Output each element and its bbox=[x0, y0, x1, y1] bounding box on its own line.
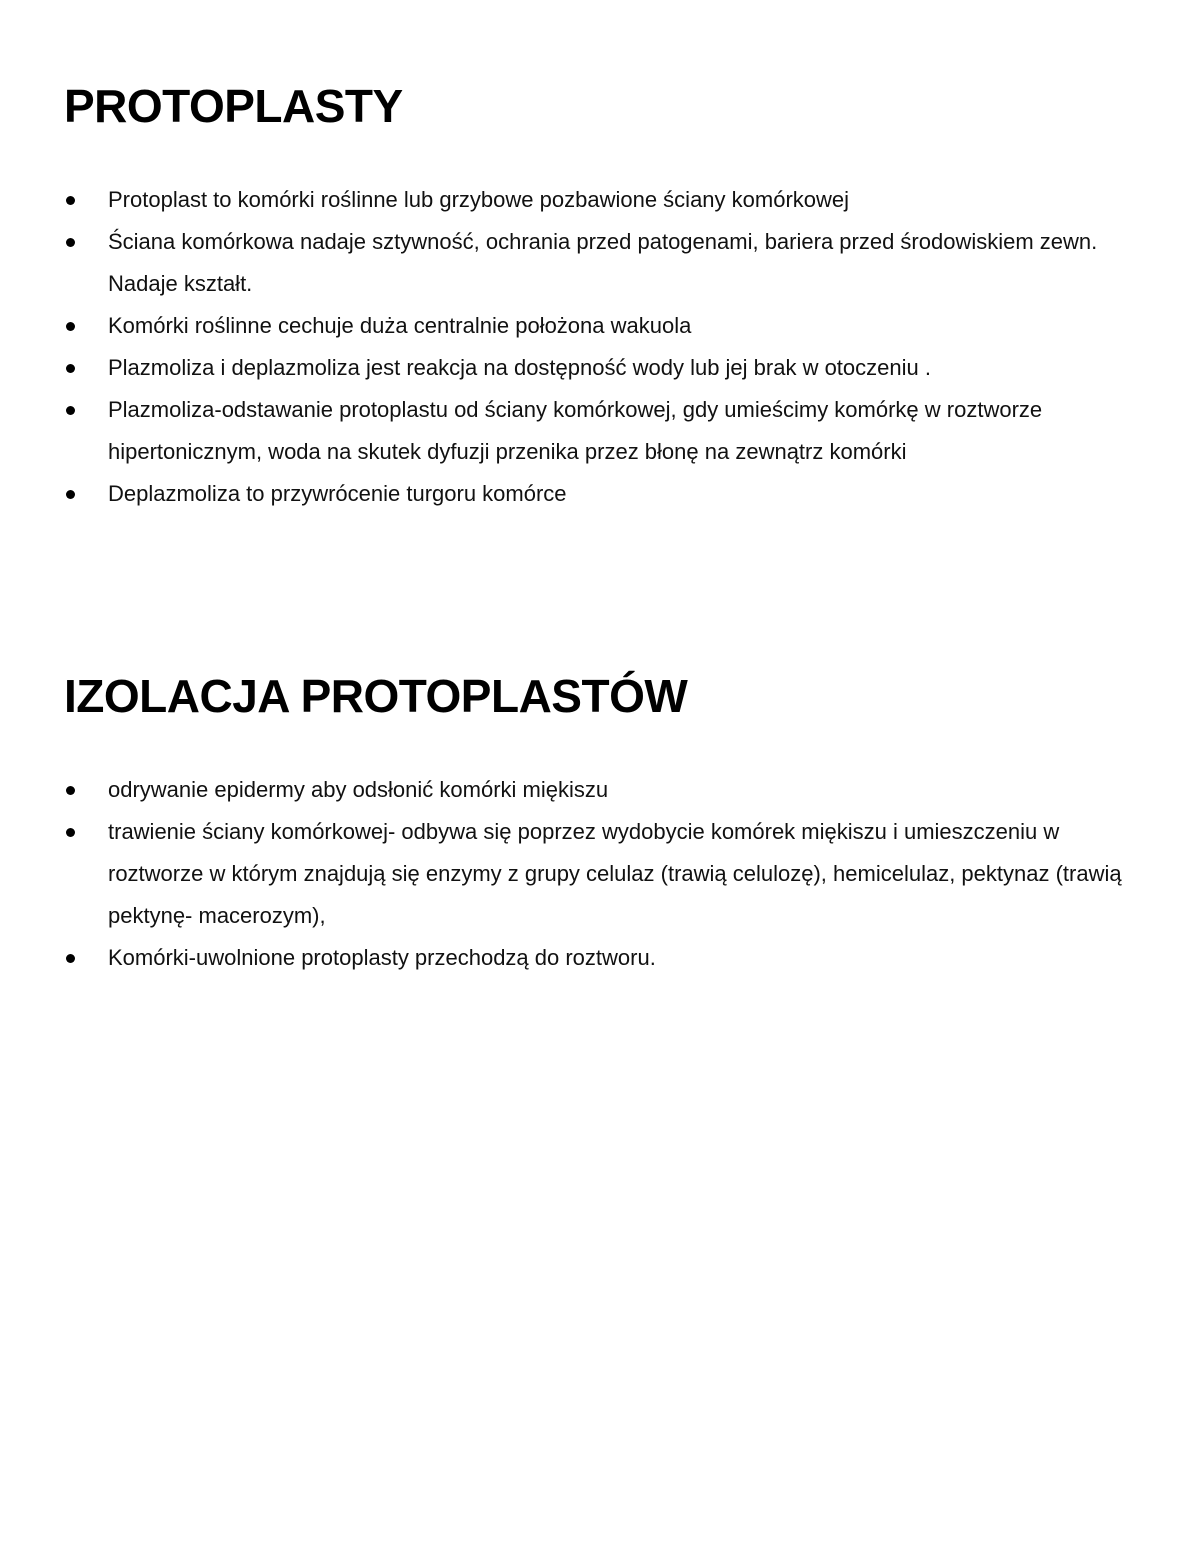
bullet-text: trawienie ściany komórkowej- odbywa się poprzez wydobycie komórek miękiszu i umieszczeniu w roztworze w którym znajdują się enzymy z grupy celulaz (trawią celulozę), hemicelulaz, pektynaz (trawią pektynę- macerozym), bbox=[108, 819, 1122, 928]
bullet-item bbox=[64, 221, 1144, 305]
bullet-text: Protoplast to komórki roślinne lub grzybowe pozbawione ściany komórkowej bbox=[108, 187, 850, 212]
bullet-item bbox=[64, 937, 1144, 979]
bullet-text: Komórki-uwolnione protoplasty przechodzą do roztworu. bbox=[108, 945, 656, 970]
section-izolacja-protoplastow bbox=[64, 668, 1144, 979]
bullet-dot-icon bbox=[66, 828, 75, 837]
bullet-text: odrywanie epidermy aby odsłonić komórki miękiszu bbox=[108, 777, 609, 802]
section-protoplasty bbox=[64, 78, 1144, 515]
bullet-text: Komórki roślinne cechuje duża centralnie położona wakuola bbox=[108, 313, 692, 338]
bullet-text: Deplazmoliza to przywrócenie turgoru komórce bbox=[108, 481, 567, 506]
bullet-text: Plazmoliza i deplazmoliza jest reakcja na dostępność wody lub jej brak w otoczeniu . bbox=[108, 355, 931, 380]
bullet-text: Plazmoliza-odstawanie protoplastu od ściany komórkowej, gdy umieścimy komórkę w roztworze hipertonicznym, woda na skutek dyfuzji przenika przez błonę na zewnątrz komórki bbox=[108, 397, 1043, 464]
bullet-dot-icon bbox=[66, 196, 75, 205]
bullet-dot-icon bbox=[66, 406, 75, 415]
bullet-item bbox=[64, 473, 1144, 515]
bullet-item bbox=[64, 389, 1144, 473]
bullet-item bbox=[64, 347, 1144, 389]
bullet-dot-icon bbox=[66, 364, 75, 373]
bullet-dot-icon bbox=[66, 786, 75, 795]
bullet-list bbox=[64, 179, 1144, 515]
bullet-text: Ściana komórkowa nadaje sztywność, ochrania przed patogenami, bariera przed środowiskiem zewn. Nadaje kształt. bbox=[108, 229, 1098, 296]
bullet-dot-icon bbox=[66, 490, 75, 499]
bullet-item bbox=[64, 305, 1144, 347]
bullet-item bbox=[64, 179, 1144, 221]
section-heading: PROTOPLASTY bbox=[64, 80, 403, 132]
bullet-dot-icon bbox=[66, 238, 75, 247]
bullet-item bbox=[64, 811, 1144, 937]
bullet-item bbox=[64, 769, 1144, 811]
bullet-dot-icon bbox=[66, 954, 75, 963]
bullet-list bbox=[64, 769, 1144, 979]
section-heading: IZOLACJA PROTOPLASTÓW bbox=[64, 670, 688, 722]
bullet-dot-icon bbox=[66, 322, 75, 331]
